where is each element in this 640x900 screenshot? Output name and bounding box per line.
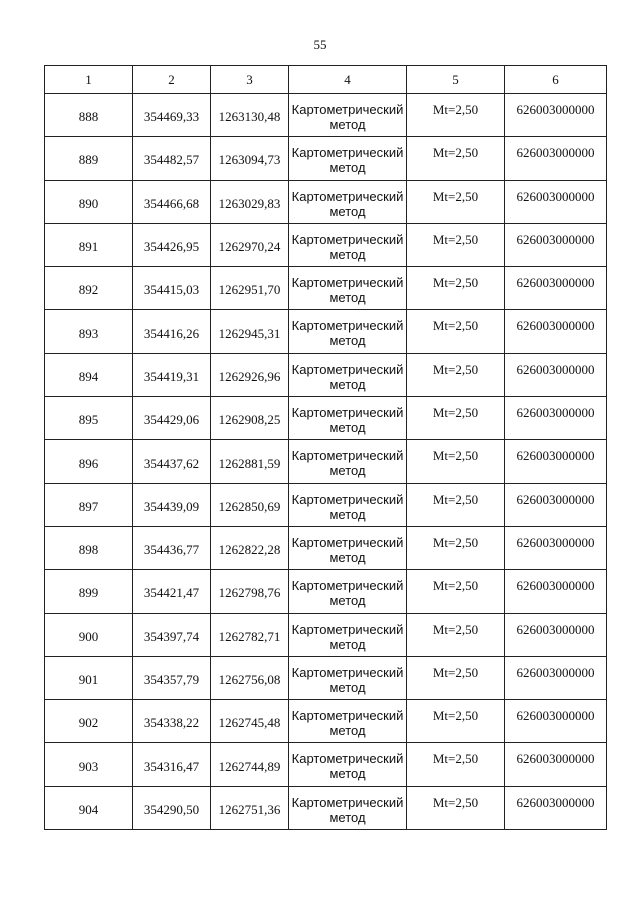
- table-header: [45, 66, 607, 94]
- x-coordinate-cell: 354415,03: [133, 267, 211, 310]
- method-line-2: метод: [329, 549, 366, 565]
- table-row: [45, 137, 607, 180]
- column-header-accuracy: 5: [407, 66, 505, 94]
- method-line-2: метод: [329, 766, 366, 782]
- y-coordinate-cell: 1262970,24: [211, 223, 289, 266]
- y-coordinate-cell: 1262745,48: [211, 700, 289, 743]
- x-coordinate-cell: 354429,06: [133, 397, 211, 440]
- table-row: [45, 526, 607, 569]
- point-number-cell: 899: [45, 570, 133, 613]
- x-coordinate-cell: 354338,22: [133, 700, 211, 743]
- method-line-2: метод: [329, 809, 366, 825]
- table-row: [45, 656, 607, 699]
- method-cell: [289, 440, 407, 483]
- method-line-1: Картометрический: [291, 751, 404, 767]
- method-cell: [289, 94, 407, 137]
- code-cell: 626003000000: [505, 137, 607, 180]
- method-line-1: Картометрический: [291, 318, 404, 334]
- x-coordinate-cell: 354436,77: [133, 526, 211, 569]
- table-row: [45, 223, 607, 266]
- x-coordinate-cell: 354416,26: [133, 310, 211, 353]
- point-number-cell: 891: [45, 223, 133, 266]
- method-cell: [289, 526, 407, 569]
- x-coordinate-cell: 354439,09: [133, 483, 211, 526]
- table-row: [45, 353, 607, 396]
- method-line-2: метод: [329, 160, 366, 176]
- accuracy-cell: Mt=2,50: [407, 613, 505, 656]
- method-line-2: метод: [329, 463, 366, 479]
- table-row: [45, 310, 607, 353]
- point-number-cell: 898: [45, 526, 133, 569]
- table-row: [45, 483, 607, 526]
- table-row: [45, 180, 607, 223]
- accuracy-cell: Mt=2,50: [407, 353, 505, 396]
- point-number-cell: 904: [45, 786, 133, 829]
- code-cell: 626003000000: [505, 743, 607, 786]
- method-line-2: метод: [329, 290, 366, 306]
- accuracy-cell: Mt=2,50: [407, 743, 505, 786]
- method-cell: [289, 223, 407, 266]
- method-cell: [289, 656, 407, 699]
- point-number-cell: 894: [45, 353, 133, 396]
- y-coordinate-cell: 1262945,31: [211, 310, 289, 353]
- accuracy-cell: Mt=2,50: [407, 483, 505, 526]
- method-line-2: метод: [329, 679, 366, 695]
- y-coordinate-cell: 1262926,96: [211, 353, 289, 396]
- method-line-1: Картометрический: [291, 275, 404, 291]
- y-coordinate-cell: 1262756,08: [211, 656, 289, 699]
- table-row: [45, 267, 607, 310]
- accuracy-cell: Mt=2,50: [407, 267, 505, 310]
- code-cell: 626003000000: [505, 700, 607, 743]
- coordinates-table: [44, 65, 607, 830]
- y-coordinate-cell: 1262751,36: [211, 786, 289, 829]
- method-line-2: метод: [329, 593, 366, 609]
- code-cell: 626003000000: [505, 786, 607, 829]
- code-cell: 626003000000: [505, 656, 607, 699]
- code-cell: 626003000000: [505, 94, 607, 137]
- x-coordinate-cell: 354419,31: [133, 353, 211, 396]
- x-coordinate-cell: 354397,74: [133, 613, 211, 656]
- point-number-cell: 893: [45, 310, 133, 353]
- x-coordinate-cell: 354437,62: [133, 440, 211, 483]
- code-cell: 626003000000: [505, 440, 607, 483]
- method-line-1: Картометрический: [291, 794, 404, 810]
- y-coordinate-cell: 1262822,28: [211, 526, 289, 569]
- x-coordinate-cell: 354290,50: [133, 786, 211, 829]
- point-number-cell: 901: [45, 656, 133, 699]
- method-line-1: Картометрический: [291, 102, 404, 117]
- method-line-2: метод: [329, 117, 366, 132]
- y-coordinate-cell: 1262782,71: [211, 613, 289, 656]
- method-cell: [289, 613, 407, 656]
- x-coordinate-cell: 354482,57: [133, 137, 211, 180]
- method-cell: [289, 353, 407, 396]
- method-line-1: Картометрический: [291, 188, 404, 204]
- method-cell: [289, 743, 407, 786]
- accuracy-cell: Mt=2,50: [407, 137, 505, 180]
- accuracy-cell: Mt=2,50: [407, 310, 505, 353]
- method-cell: [289, 310, 407, 353]
- column-header-method: 4: [289, 66, 407, 94]
- y-coordinate-cell: 1262744,89: [211, 743, 289, 786]
- method-cell: [289, 137, 407, 180]
- method-line-2: метод: [329, 636, 366, 652]
- method-line-1: Картометрический: [291, 491, 404, 507]
- method-line-2: метод: [329, 203, 366, 219]
- code-cell: 626003000000: [505, 483, 607, 526]
- method-cell: [289, 267, 407, 310]
- x-coordinate-cell: 354316,47: [133, 743, 211, 786]
- code-cell: 626003000000: [505, 570, 607, 613]
- y-coordinate-cell: 1263130,48: [211, 94, 289, 137]
- method-cell: [289, 570, 407, 613]
- method-line-2: метод: [329, 420, 366, 436]
- point-number-cell: 890: [45, 180, 133, 223]
- point-number-cell: 903: [45, 743, 133, 786]
- code-cell: 626003000000: [505, 397, 607, 440]
- code-cell: 626003000000: [505, 180, 607, 223]
- column-header-code: 6: [505, 66, 607, 94]
- accuracy-cell: Mt=2,50: [407, 700, 505, 743]
- table-row: [45, 743, 607, 786]
- method-line-2: метод: [329, 723, 366, 739]
- x-coordinate-cell: 354466,68: [133, 180, 211, 223]
- method-cell: [289, 700, 407, 743]
- table-row: [45, 700, 607, 743]
- table-row: [45, 570, 607, 613]
- method-line-1: Картометрический: [291, 231, 404, 247]
- point-number-cell: 889: [45, 137, 133, 180]
- x-coordinate-cell: 354426,95: [133, 223, 211, 266]
- point-number-cell: 902: [45, 700, 133, 743]
- point-number-cell: 896: [45, 440, 133, 483]
- accuracy-cell: Mt=2,50: [407, 440, 505, 483]
- code-cell: 626003000000: [505, 526, 607, 569]
- header-row: [45, 66, 607, 94]
- accuracy-cell: Mt=2,50: [407, 223, 505, 266]
- x-coordinate-cell: 354421,47: [133, 570, 211, 613]
- table-row: [45, 786, 607, 829]
- point-number-cell: 892: [45, 267, 133, 310]
- code-cell: 626003000000: [505, 310, 607, 353]
- table-row: [45, 440, 607, 483]
- method-line-1: Картометрический: [291, 621, 404, 637]
- method-cell: [289, 483, 407, 526]
- accuracy-cell: Mt=2,50: [407, 180, 505, 223]
- method-cell: [289, 397, 407, 440]
- code-cell: 626003000000: [505, 267, 607, 310]
- y-coordinate-cell: 1262798,76: [211, 570, 289, 613]
- column-header-x: 2: [133, 66, 211, 94]
- y-coordinate-cell: 1262850,69: [211, 483, 289, 526]
- table-row: [45, 94, 607, 137]
- accuracy-cell: Mt=2,50: [407, 397, 505, 440]
- method-line-1: Картометрический: [291, 578, 404, 594]
- y-coordinate-cell: 1262908,25: [211, 397, 289, 440]
- method-line-1: Картометрический: [291, 448, 404, 464]
- method-cell: [289, 180, 407, 223]
- y-coordinate-cell: 1263094,73: [211, 137, 289, 180]
- code-cell: 626003000000: [505, 613, 607, 656]
- method-line-2: метод: [329, 376, 366, 392]
- point-number-cell: 888: [45, 94, 133, 137]
- x-coordinate-cell: 354357,79: [133, 656, 211, 699]
- table-row: [45, 397, 607, 440]
- accuracy-cell: Mt=2,50: [407, 526, 505, 569]
- y-coordinate-cell: 1263029,83: [211, 180, 289, 223]
- accuracy-cell: Mt=2,50: [407, 94, 505, 137]
- method-line-1: Картометрический: [291, 534, 404, 550]
- table-row: [45, 613, 607, 656]
- method-line-2: метод: [329, 333, 366, 349]
- point-number-cell: 895: [45, 397, 133, 440]
- code-cell: 626003000000: [505, 223, 607, 266]
- method-line-2: метод: [329, 246, 366, 262]
- y-coordinate-cell: 1262881,59: [211, 440, 289, 483]
- method-line-2: метод: [329, 506, 366, 522]
- column-header-point-number: 1: [45, 66, 133, 94]
- method-line-1: Картометрический: [291, 708, 404, 724]
- method-cell: [289, 786, 407, 829]
- page-number: 55: [313, 37, 327, 52]
- accuracy-cell: Mt=2,50: [407, 570, 505, 613]
- accuracy-cell: Mt=2,50: [407, 786, 505, 829]
- point-number-cell: 897: [45, 483, 133, 526]
- point-number-cell: 900: [45, 613, 133, 656]
- method-line-1: Картометрический: [291, 361, 404, 377]
- table-body: [45, 94, 607, 830]
- x-coordinate-cell: 354469,33: [133, 94, 211, 137]
- code-cell: 626003000000: [505, 353, 607, 396]
- y-coordinate-cell: 1262951,70: [211, 267, 289, 310]
- method-line-1: Картометрический: [291, 145, 404, 161]
- method-line-1: Картометрический: [291, 664, 404, 680]
- accuracy-cell: Mt=2,50: [407, 656, 505, 699]
- column-header-y: 3: [211, 66, 289, 94]
- method-line-1: Картометрический: [291, 405, 404, 421]
